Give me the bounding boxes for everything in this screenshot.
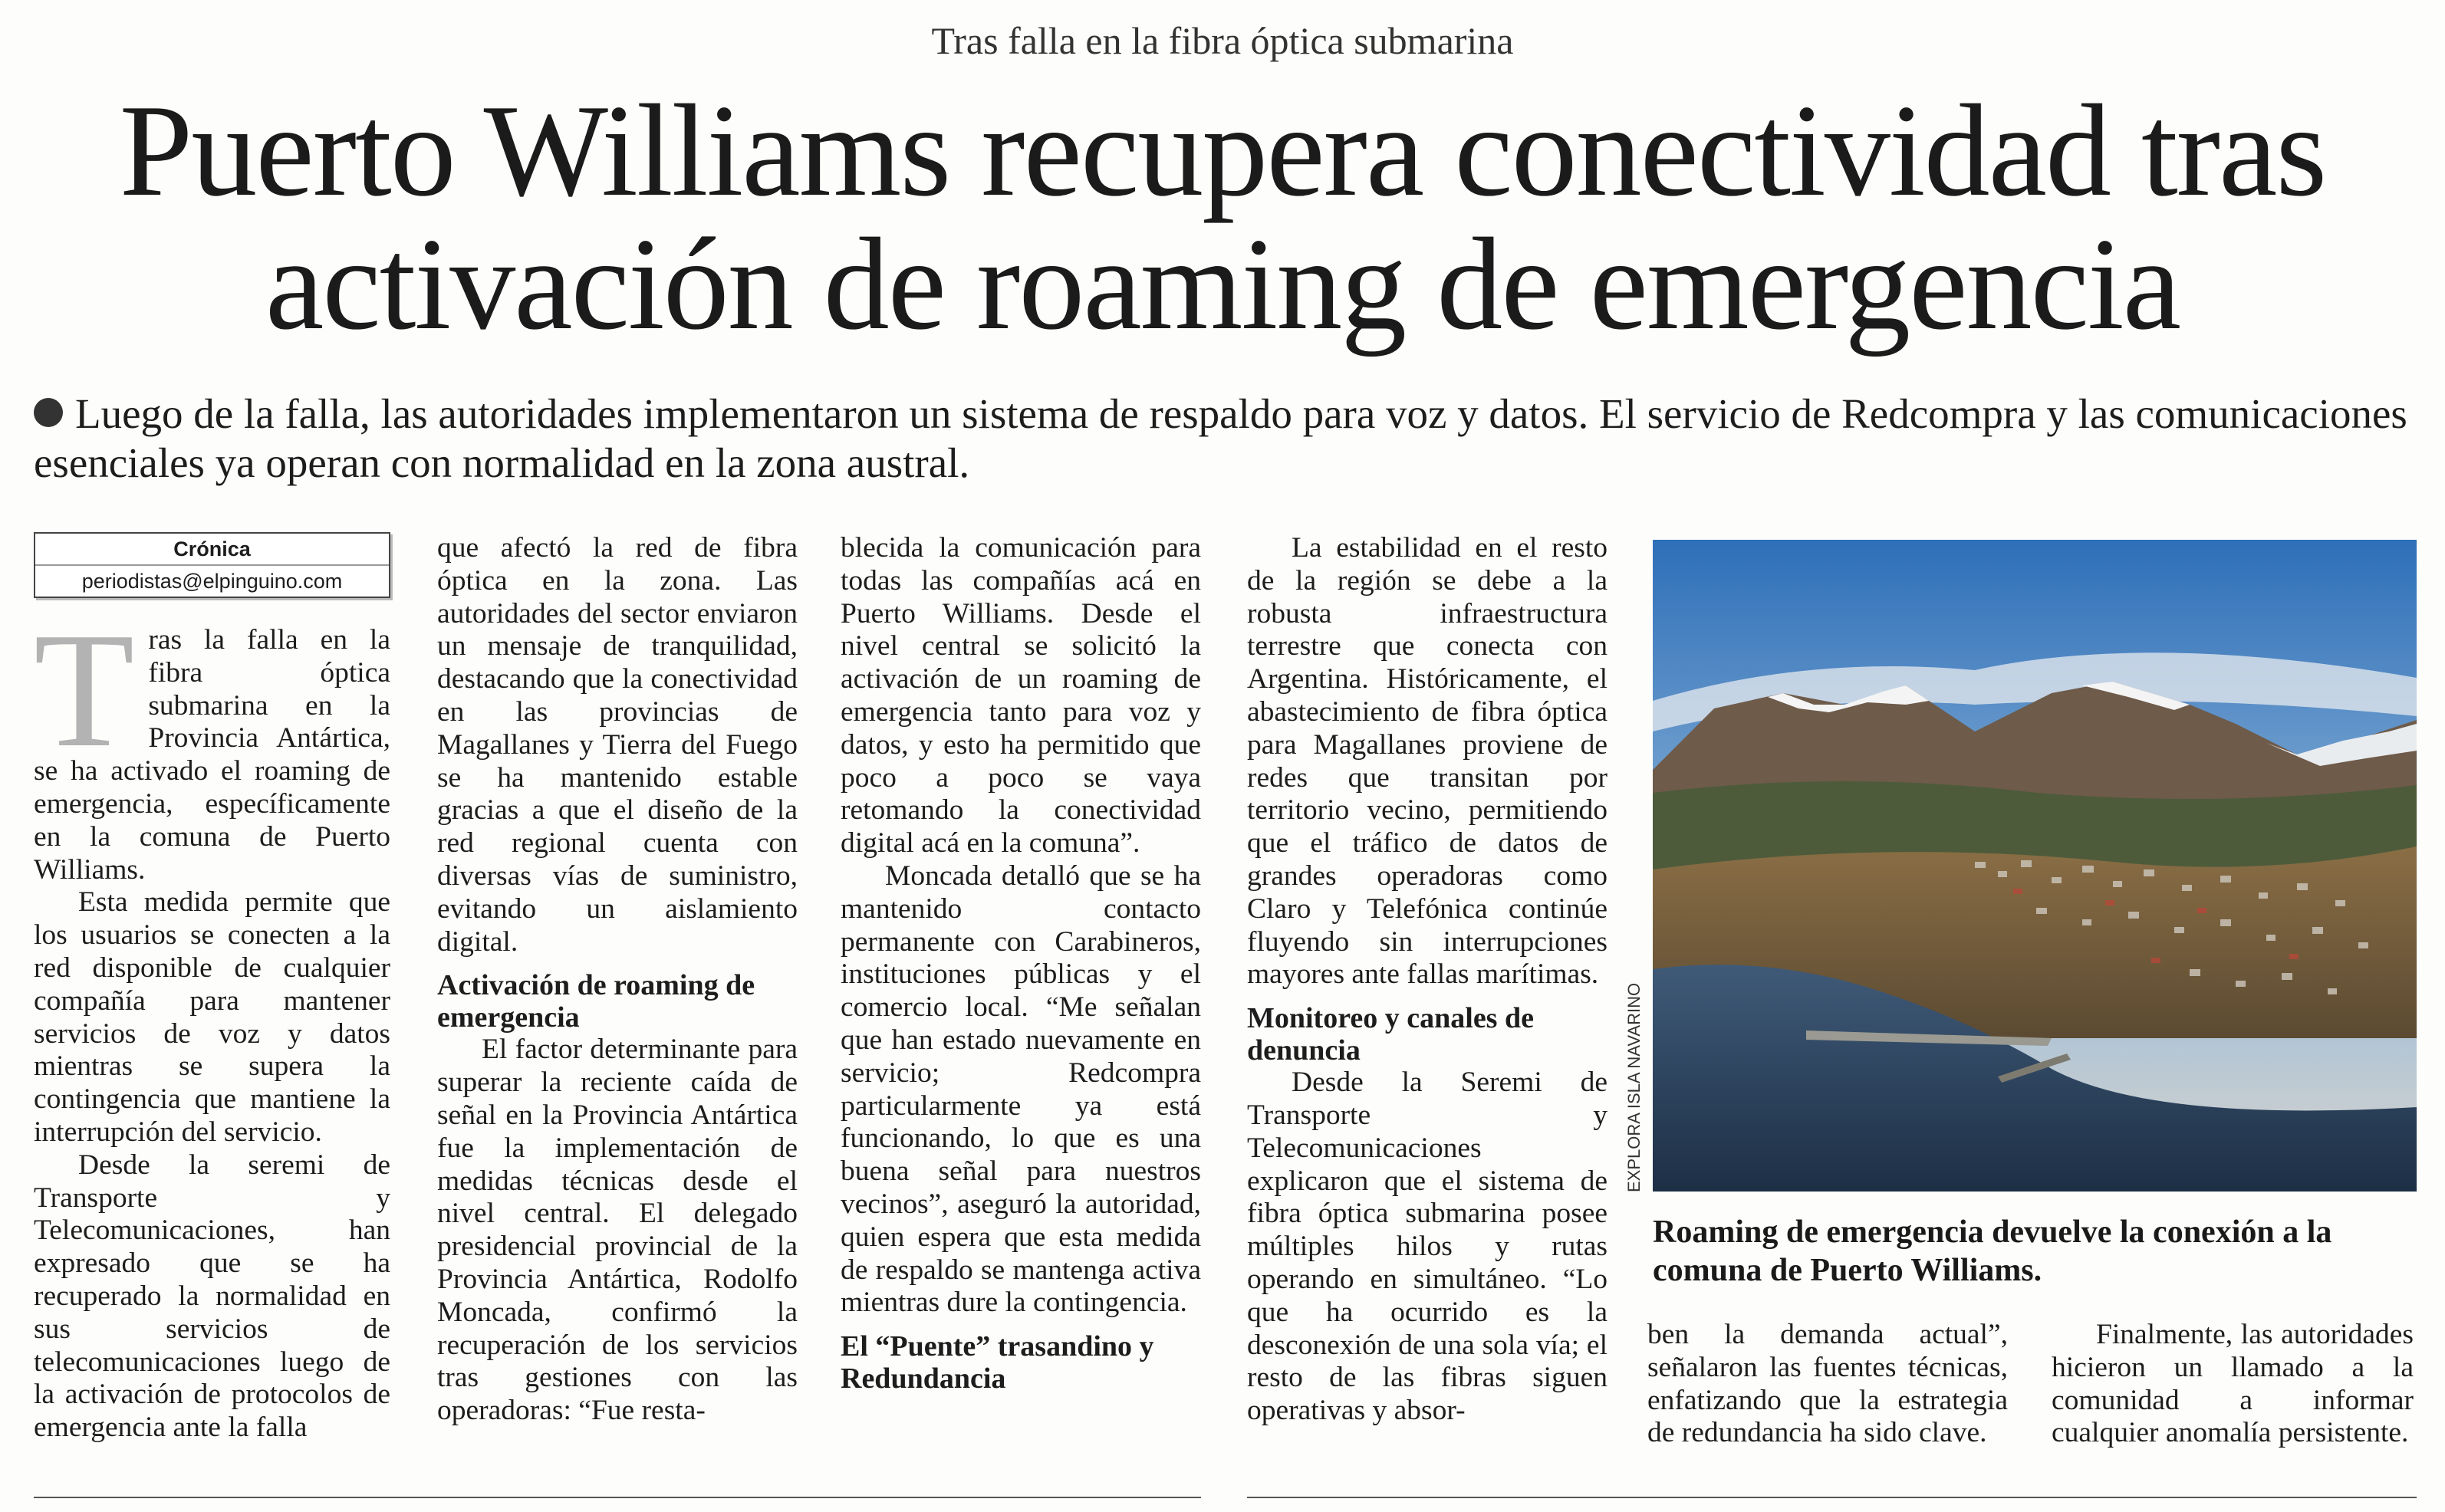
subheadline bbox=[34, 390, 2419, 488]
article-column-6 bbox=[2052, 1319, 2414, 1450]
section-heading: El “Puente” trasandino y Redundancia bbox=[841, 1330, 1154, 1395]
headline bbox=[23, 78, 2422, 357]
photo-caption: Roaming de emergencia devuelve la conexión a la comuna de Puerto Williams. bbox=[1653, 1215, 2332, 1288]
bottom-rule-left bbox=[34, 1497, 1201, 1498]
paragraph: La estabilidad en el resto de la región se debe a la robusta infraestructura terrestre que conecta con Argentina. Históricamente, el abastecimiento de fibra óptica para Magallanes proviene de redes que transitan por territorio vecino, permitiendo que el tráfico de datos de grandes operadoras como Claro y Telefónica continúe fluyendo sin interrupciones mayores ante fallas marítimas. bbox=[1247, 532, 1608, 991]
paragraph: Esta medida permite que los usuarios se conecten a la red disponible de cualquier compañía para mantener servicios de voz y datos mientras se supera la contingencia que mantiene la interrupción del servicio. bbox=[34, 886, 390, 1148]
byline-box bbox=[34, 532, 390, 598]
paragraph: que afectó la red de fibra óptica en la zona. Las autoridades del sector enviaron un mensaje de tranquilidad, destacando que la conectividad en las provincias de Magallanes y Tierra del Fuego se ha mantenido estable gracias a que el diseño de la red regional cuenta con diversas vías de suministro, evitando un aislamiento digital. bbox=[437, 532, 798, 958]
bullet-icon bbox=[34, 398, 63, 427]
bottom-rule-right bbox=[1247, 1497, 2417, 1498]
paragraph: Moncada detalló que se ha mantenido contacto permanente con Carabineros, instituciones públicas y el comercio local. “Me señalan que han estado nuevamente en servicio; Redcompra particularmente ya está funcionando, lo que es una buena señal para nuestros vecinos”, aseguró la autoridad, quien espera que esta medida de respaldo se mantenga activa mientras dure la contingencia. bbox=[841, 860, 1201, 1319]
headline-line-2: activación de roaming de emergencia bbox=[265, 212, 2180, 357]
drop-cap: T bbox=[34, 598, 135, 781]
paragraph-text: ras la falla en la fibra óptica submarina en la Provincia Antártica, se ha activado el roaming de emergencia, específicamente en la comuna de Puerto Williams. bbox=[34, 624, 390, 886]
paragraph bbox=[34, 598, 390, 886]
article-column-4 bbox=[1247, 532, 1608, 1428]
section-heading: Activación de roaming de emergencia bbox=[437, 969, 755, 1034]
paragraph: Finalmente, las autoridades hicieron un llamado a la comunidad a informar cualquier anomalía persistente. bbox=[2052, 1319, 2414, 1449]
subheadline-text: Luego de la falla, las autoridades implementaron un sistema de respaldo para voz y datos. El servicio de Redcompra y las comunicaciones esenciales ya operan con normalidad en la zona austral. bbox=[34, 390, 2407, 486]
kicker: Tras falla en la fibra óptica submarina bbox=[931, 19, 1514, 62]
section-heading: Monitoreo y canales de denuncia bbox=[1247, 1002, 1534, 1067]
byline-email[interactable]: periodistas@elpinguino.com bbox=[81, 570, 343, 593]
photo-credit: EXPLORA ISLA NAVARINO bbox=[1624, 982, 1644, 1192]
article-photo bbox=[1653, 540, 2417, 1192]
article-column-3 bbox=[841, 532, 1201, 1395]
paragraph: Desde la seremi de Transporte y Telecomunicaciones, han expresado que se ha recuperado la normalidad en sus servicios de telecomunicaciones luego de la activación de protocolos de emergencia ante la falla bbox=[34, 1149, 390, 1444]
paragraph: Desde la Seremi de Transporte y Telecomunicaciones explicaron que el sistema de fibra óptica submarina posee múltiples hilos y rutas operando en simultáneo. “Lo que ha ocurrido es la desconexión de una sola vía; el resto de las fibras siguen operativas y absor- bbox=[1247, 1067, 1608, 1427]
article-column-5 bbox=[1647, 1319, 2008, 1450]
headline-line-1: Puerto Williams recupera conectividad tras bbox=[119, 78, 2326, 224]
puerto-williams-aerial-photo bbox=[1653, 540, 2417, 1192]
article-column-2 bbox=[437, 532, 798, 1428]
byline-section: Crónica bbox=[35, 534, 389, 566]
article-column-1 bbox=[34, 532, 390, 1445]
paragraph: blecida la comunicación para todas las compañías acá en Puerto Williams. Desde el nivel central se solicitó la activación de un roaming de emergencia tanto para voz y datos, y esto ha permitido que poco a poco se vaya retomando la conectividad digital acá en la comuna”. bbox=[841, 532, 1201, 860]
paragraph: ben la demanda actual”, señalaron las fuentes técnicas, enfatizando que la estrategia de redundancia ha sido clave. bbox=[1647, 1319, 2008, 1449]
paragraph: El factor determinante para superar la reciente caída de señal en la Provincia Antártica fue la implementación de medidas técnicas desde el nivel central. El delegado presidencial provincial de la Provincia Antártica, Rodolfo Moncada, confirmó la recuperación de los servicios tras gestiones con las operadoras: “Fue resta- bbox=[437, 1034, 798, 1427]
